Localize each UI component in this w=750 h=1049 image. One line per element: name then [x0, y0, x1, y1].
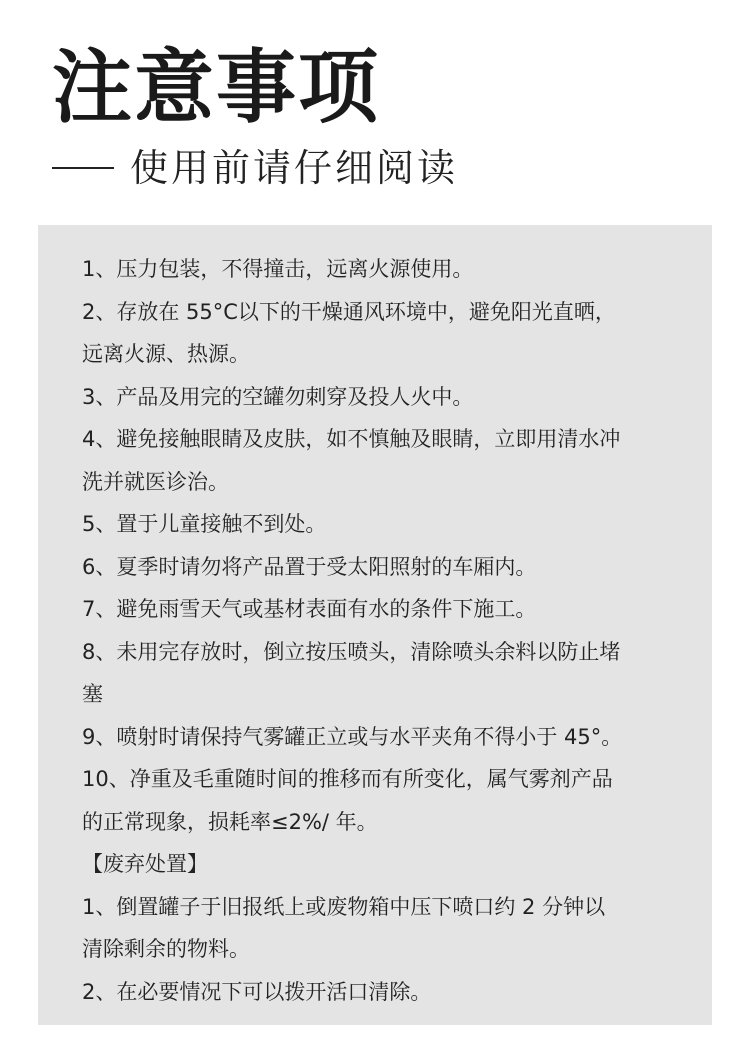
notice-line: 1、压力包装，不得撞击，远离火源使用。 — [82, 257, 474, 281]
notice-line: 10、净重及毛重随时间的推移而有所变化，属气雾剂产品 — [82, 767, 613, 791]
subtitle: 使用前请仔细阅读 — [130, 146, 459, 190]
notice-line: 2、在必要情况下可以拨开活口清除。 — [82, 979, 432, 1004]
notice-line: 洗并就医诊治。 — [82, 469, 229, 494]
notice-line: 1、倒置罐子于旧报纸上或废物箱中压下喷口约 2 分钟以 — [82, 894, 606, 919]
notice-line: 9、喷射时请保持气雾罐正立或与水平夹角不得小于 45°。 — [82, 724, 623, 749]
subtitle-divider — [52, 167, 114, 169]
notice-line: 4、避免接触眼睛及皮肤，如不慎触及眼睛，立即用清水冲 — [82, 427, 621, 451]
notice-line: 塞 — [82, 682, 103, 706]
notice-line: 6、夏季时请勿将产品置于受太阳照射的车厢内。 — [82, 554, 537, 579]
section-heading-disposal: 【废弃处置】 — [82, 852, 208, 876]
notice-line: 的正常现象，损耗率≤2%/ 年。 — [82, 809, 378, 834]
notice-line: 7、避免雨雪天气或基材表面有水的条件下施工。 — [82, 597, 537, 621]
notice-line: 8、未用完存放时，倒立按压喷头，清除喷头余料以防止堵 — [82, 639, 621, 664]
subtitle-row — [52, 140, 458, 196]
notice-line: 3、产品及用完的空罐勿刺穿及投人火中。 — [82, 384, 474, 409]
notice-line: 远离火源、热源。 — [82, 342, 250, 366]
page-title: 注意事项 — [52, 41, 380, 134]
notice-list — [82, 248, 682, 1013]
notice-line: 5、置于儿童接触不到处。 — [82, 512, 327, 536]
notice-line: 清除剩余的物料。 — [82, 937, 250, 961]
notice-line: 2、存放在 55°C以下的干燥通风环境中，避免阳光直晒， — [82, 299, 616, 324]
